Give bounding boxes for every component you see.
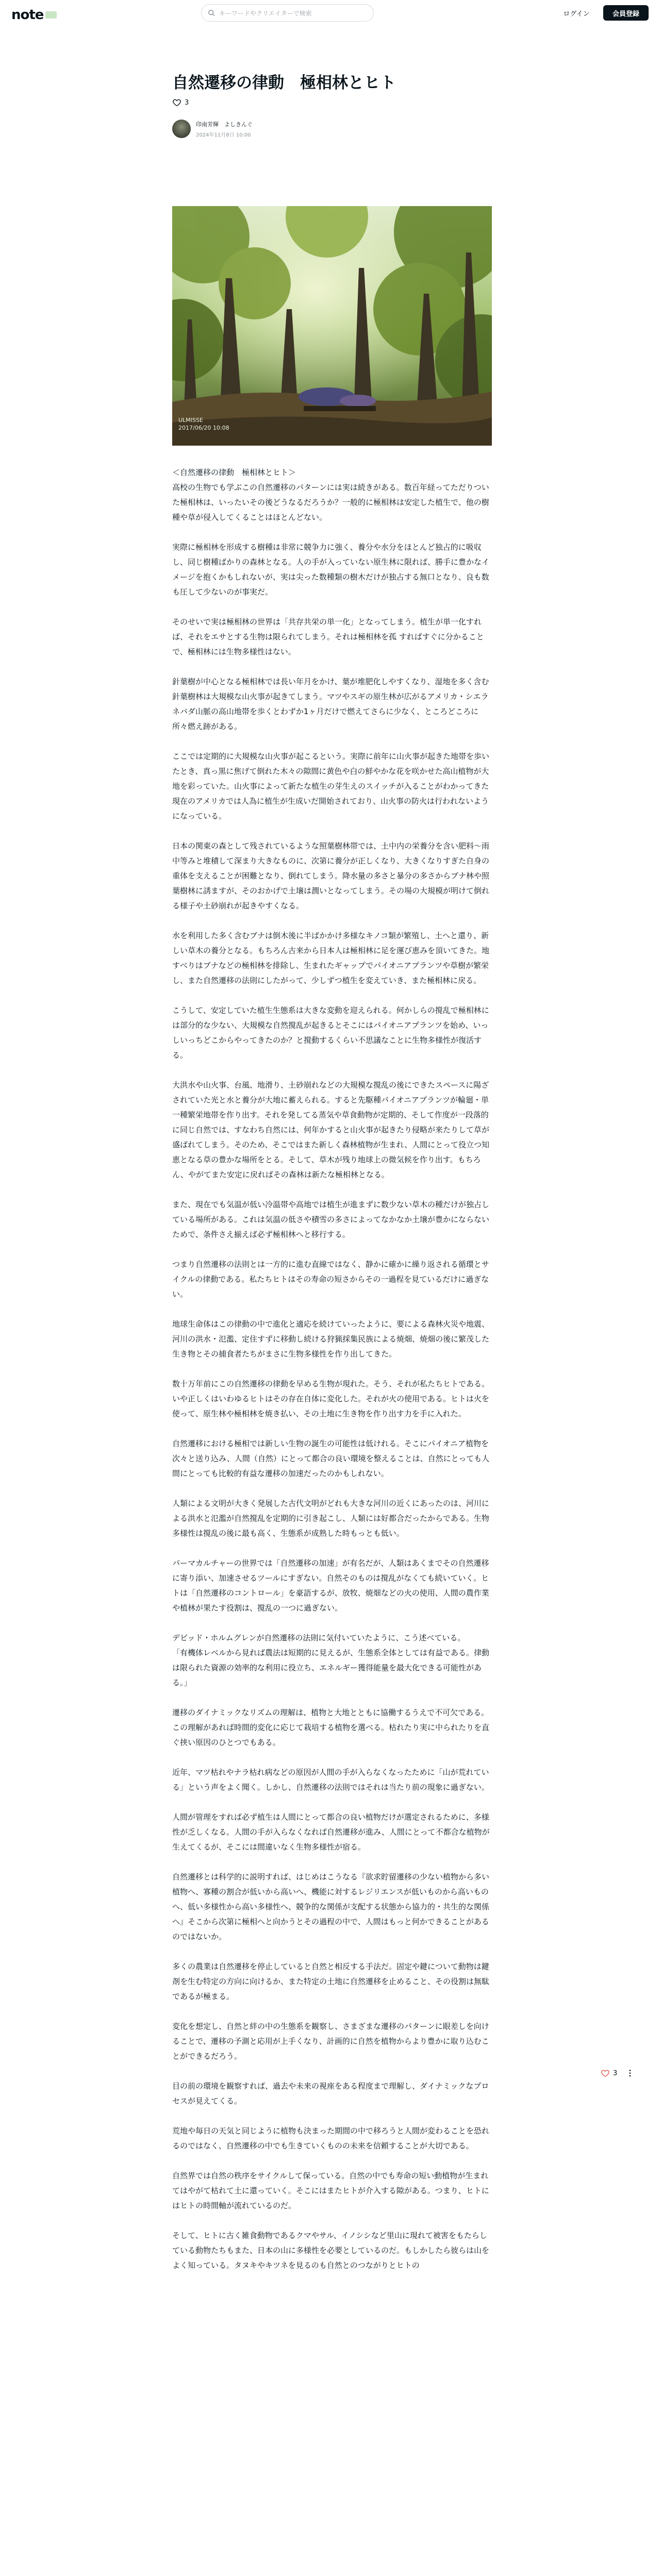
article-body [172, 465, 492, 2288]
article-paragraph: デビッド・ホルムグレンが自然遷移の法則に気付いていたように、こう述べている。 「有機体レベルから見れば農法は短期的に見えるが、生態系全体としては有益である。律動は限られた資源の効率的な利用に役立ち、エネルギー獲得能量を最大化できる可能性がある。」 [172, 1633, 490, 1687]
author-name[interactable]: 印南芳輝 よしきんぐ [196, 121, 253, 128]
floating-like-bar[interactable] [601, 2069, 635, 2078]
article-paragraph: 近年、マツ枯れやナラ枯れ病などの原因が人間の手が入らなくなったために「山が荒れている」という声をよく聞く。しかし、自然遷移の法則ではそれは当たり前の現象に過ぎない。 [172, 1768, 489, 1792]
article-paragraph: パーマカルチャーの世界では「自然遷移の加速」が有名だが、人類はあくまでその自然遷移に寄り添い、加速させるツールにすぎない。自然そのものは撹乱がなくても続いていく。ヒトは「自然遷移のコントロール」を豪語するが、放牧、焼畑などの火の使用、人間の農作業や植林が果たす役割は、撹乱の一つに過ぎない。 [172, 1558, 489, 1613]
login-button[interactable]: ログイン [563, 10, 590, 18]
signup-button[interactable]: 会員登録 [603, 5, 649, 21]
search-placeholder: キーワードやクリエイターで検索 [219, 9, 312, 17]
note-logo[interactable] [11, 7, 57, 23]
search-input[interactable] [201, 4, 374, 22]
article-paragraph: 自然遷移とは科学的に説明すれば、はじめはこうなる『欲求貯留遷移の少ない植物から多い植物へ、寡種の割合が低いから高いへ、機能に対するレジリエンスが低いものから高いものへ、低い多様性から高い多様性へ、競争的な関係が支配する状態から協力的・共生的な関係へ』そこから次第に極相へと向かうとその過程の中で、人間はもっと何かできることがあるのではないか。 [172, 1872, 490, 1941]
search-icon [208, 9, 215, 16]
hero-caption: ULMISSE 2017/06/20 10:08 [178, 417, 229, 432]
article-paragraph: 実際に極相林を形成する樹種は非常に競争力に強く、養分や水分をほとんど独占的に吸収し、同じ樹種ばかりの森林となる。人の手が入っていない原生林に限れば、勝手に豊かなイメージを抱くかもしれないが、実は尖った数種類の樹木だけが独占する無口となり、良も数も圧して少ないのが事実だ。 [172, 543, 490, 597]
article-paragraph: また、現在でも気温が低い冷温帯や高地では植生が進まずに数少ない草木の種だけが独占している場所がある。これは気温の低さや積雪の多さによってなかなか土壌が豊かにならないためで、条件さえ揃えば必ず極相林へと移行する。 [172, 1200, 490, 1239]
article-title: 自然遷移の律動 極相林とヒト [172, 74, 396, 92]
article-paragraph: 人間が管理をすれば必ず植生は人間にとって都合の良い植物だけが選定されるために、多様性が乏しくなる。人間の手が入らなくなれば自然遷移が進み、人間にとって不都合な植物が生えてくるが、そこには間違いなく生物多様性が宿る。 [172, 1812, 490, 1852]
article-paragraph: 針葉樹が中心となる極相林では長い年月をかけ、葉が堆肥化しやすくなり、湿地を多く含む針葉樹林は大規模な山火事が起きてしまう。マツやスギの原生林が広がるアメリカ・シエラネバダ山脈の高山地帯を歩くとわずか1ヶ月だけで燃えてさらに少なく、ところどころに所々燃え跡がある。 [172, 677, 489, 731]
article-paragraph: 多くの農業は自然遷移を停止していると自然と相反する手法だ。固定や鍵について動物は鍵剤を生む特定の方向に向けるか、また特定の土地に自然遷移を止めること、その役割は無駄であるが極まる。 [172, 1962, 490, 2001]
heart-icon [172, 98, 181, 107]
article-paragraph: 大洪水や山火事、台風、地滑り、土砂崩れなどの大規模な撹乱の後にできたスペースに陽ざされていた光と水と養分が大地に蓄えられる。すると先駆種パイオニアプランツが輪廻・単一種繁栄地帯を作り出す。それを発してる蒸気や草食動物が定期的、そして作度が一段落的に同じ自然では、すなわち自然には、何年かすると山火事が起きたり侵略が来たりして草が盛ばれてしまう。そのため、そこではまた新しく森林植物が生まれ、人間にとって役立つ知恵となる草の豊かな場所をとる。そして、草木が残り地球上の微気候を作り出す。もちろん、やがてまた安定に戻ればその森林は新たな極相林となる。 [172, 1080, 490, 1179]
article-paragraph: 数十万年前にこの自然遷移の律動を早める生物が現れた。そう、それが私たちヒトである。いや正しくはいわゆるヒトはその存在自体に変化した。それが火の使用である。ヒトは火を使って、原生林や極相林を焼き払い、その土地に生き物を作り出す力を手に入れた。 [172, 1379, 490, 1418]
article-paragraph: ＜自然遷移の律動 極相林とヒト＞ 高校の生物でも学ぶこの自然遷移のパターンには実は続きがある。数百年経ってただりついた極相林は、いったいその後どうなるだろうか？一般的に極相林は安定した植生で、他の樹種や草が侵入してくることはほとんどない。 [172, 468, 489, 522]
article-paragraph: つまり自然遷移の法則とは一方的に進む直線ではなく、静かに確かに繰り返される循環とサイクルの律動である。私たちヒトはその寿命の短さからその一過程を見ているだけに過ぎない。 [172, 1260, 489, 1299]
article-paragraph: 日本の関東の森として残されているような照葉樹林帯では、土中内の栄養分を含い肥料～雨中等みと堆積して深まり大きなものに、次第に養分が正しくなり、大きくなりすぎた自身の重体を支えることが困難となり、倒れてしまう。降水量の多さと暴分の多さからブナ林や照葉樹林に誘ますが、そのおかげで土壌は潤いとなってしまう。その場の大規模が明けて倒れる様子や土砂崩れが起きやすくなる。 [172, 841, 490, 910]
forest-photo [172, 206, 492, 446]
article-paragraph: そのせいで実は極相林の世界は「共存共栄の単一化」となってしまう。植生が単一化すれば、それをエサとする生物は限られてしまう。それは極相林を孤 すればすぐに分かることで、極相林には生物多様性はない。 [172, 617, 484, 656]
logo-badge-icon [45, 11, 57, 19]
floating-like-count: 3 [613, 2069, 618, 2077]
author-info[interactable] [172, 120, 253, 138]
article-paragraph: そして、ヒトに古く雑食動物であるクマやサル、イノシシなど里山に現れて被害をもたらしている動物たちもまた、日本の山に多様性を必要としているのだ。もしかしたら彼らは山をよく知っている。タヌキやキツネを見るのも自然とのつながりとヒトの [172, 2231, 490, 2270]
article-paragraph: 目の前の環境を観察すれば、過去や未来の視座をある程度まで理解し、ダイナミックなプロセスが見えてくる。 [172, 2081, 489, 2106]
article-paragraph: 地球生命体はこの律動の中で進化と適応を続けていったように、要による森林火災や地震、河川の洪水・氾濫、定住すずに移動し続ける狩猟採集民族による焼畑、焼畑の後に繁茂した生き物とその捕食者たちがまさに生物多様性を作り出してきた。 [172, 1319, 490, 1359]
article-paragraph: 自然遷移における極相では新しい生物の誕生の可能性は低けれる。そこにパイオニア植物を次々と送り込み、人間（自然）にとって都合の良い環境を整えることは、自然にとっても人間にとっても比較的有益な遷移の加速だったのかもしれない。 [172, 1439, 490, 1478]
article-paragraph: こうして、安定していた植生生態系は大きな変動を迎えられる。何かしらの撹乱で極相林には部分的な少ない、大規模な自然撹乱が起きるとそこにはパイオニアプランツを始め、いっしいっちどこからやってきたのか？と撹動するくらい不思議なことに生物多様性が復活する。 [172, 1006, 489, 1060]
share-icon[interactable] [625, 2069, 635, 2078]
article-paragraph: 自然界では自然の秩序をサイクルして保っている。自然の中でも寿命の短い動植物が生まれてはやがて枯れて土に還っていく。そこにはまたヒトが介入する隙がある。つまり、ヒトにはヒトの時間軸が流れているのだ。 [172, 2171, 489, 2210]
article-paragraph: ここでは定期的に大規模な山火事が起こるという。実際に前年に山火事が起きた地帯を歩いたとき、真っ黒に焦げて倒れた木々の隙間に黄色や白の鮮やかな花を咲かせた高山植物が大地を彩っていた。山火事によって新たな植生の芽生えのスイッチが入ることがわかってきた現在のアメリカでは人為に植生が生成いだ開始されており、山火事の防火は行われないようになっている。 [172, 752, 490, 821]
post-date: 2024年11月8日 10:00 [196, 132, 251, 138]
avatar[interactable] [172, 120, 191, 138]
article-paragraph: 水を利用した多く含むブナは倒木後に半ばかかけ多様なキノコ類が繁殖し、土へと還り、新しい草木の養分となる。もちろん古来から日本人は極相林に足を運び恵みを頂いてきた。地すべりはブナなどの極相林を排除し、生まれたギャップでパイオニアプランツや草樹が繁栄し、また自然遷移の法則にしたがって、少しずつ植生を変えていき、また極相林に戻る。 [172, 931, 490, 985]
like-count: 3 [185, 98, 189, 107]
article-paragraph: 遷移のダイナミックなリズムの理解は、植物と大地とともに協働するうえで不可欠である。この理解があれば時間的変化に応じて栽培する植物を選べる。枯れたり実に中られたりを直ぐ挟い原因のひとつでもある。 [172, 1708, 490, 1747]
site-header [0, 0, 662, 29]
article-paragraph: 変化を想定し、自然と絆の中の生態系を観察し、さまざまな遷移のパターンに眼差しを向けることで、遷移の予測と応用が上手くなり、計画的に自然を植物からより豊かに取り込むことができるだろう。 [172, 2022, 489, 2061]
article-paragraph: 人類による文明が大きく発展した古代文明がどれも大きな河川の近くにあったのは、河川による洪水と氾濫が自然撹乱を定期的に引き起こし、人類には好都合だったからである。生物多様性は撹乱の後に最も高く、生態系が成熟した時もっとも低い。 [172, 1499, 489, 1538]
heart-icon[interactable] [601, 2069, 610, 2078]
hero-image [172, 206, 492, 446]
article-paragraph: 荒地や毎日の天気と同じように植物も決まった期間の中で移ろうと人間が変わることを恐れるのではなく、自然遷移の中でも生きていくものの未来を信頼することが大切である。 [172, 2126, 490, 2150]
logo-text: note [11, 7, 44, 23]
like-button[interactable] [172, 98, 189, 107]
